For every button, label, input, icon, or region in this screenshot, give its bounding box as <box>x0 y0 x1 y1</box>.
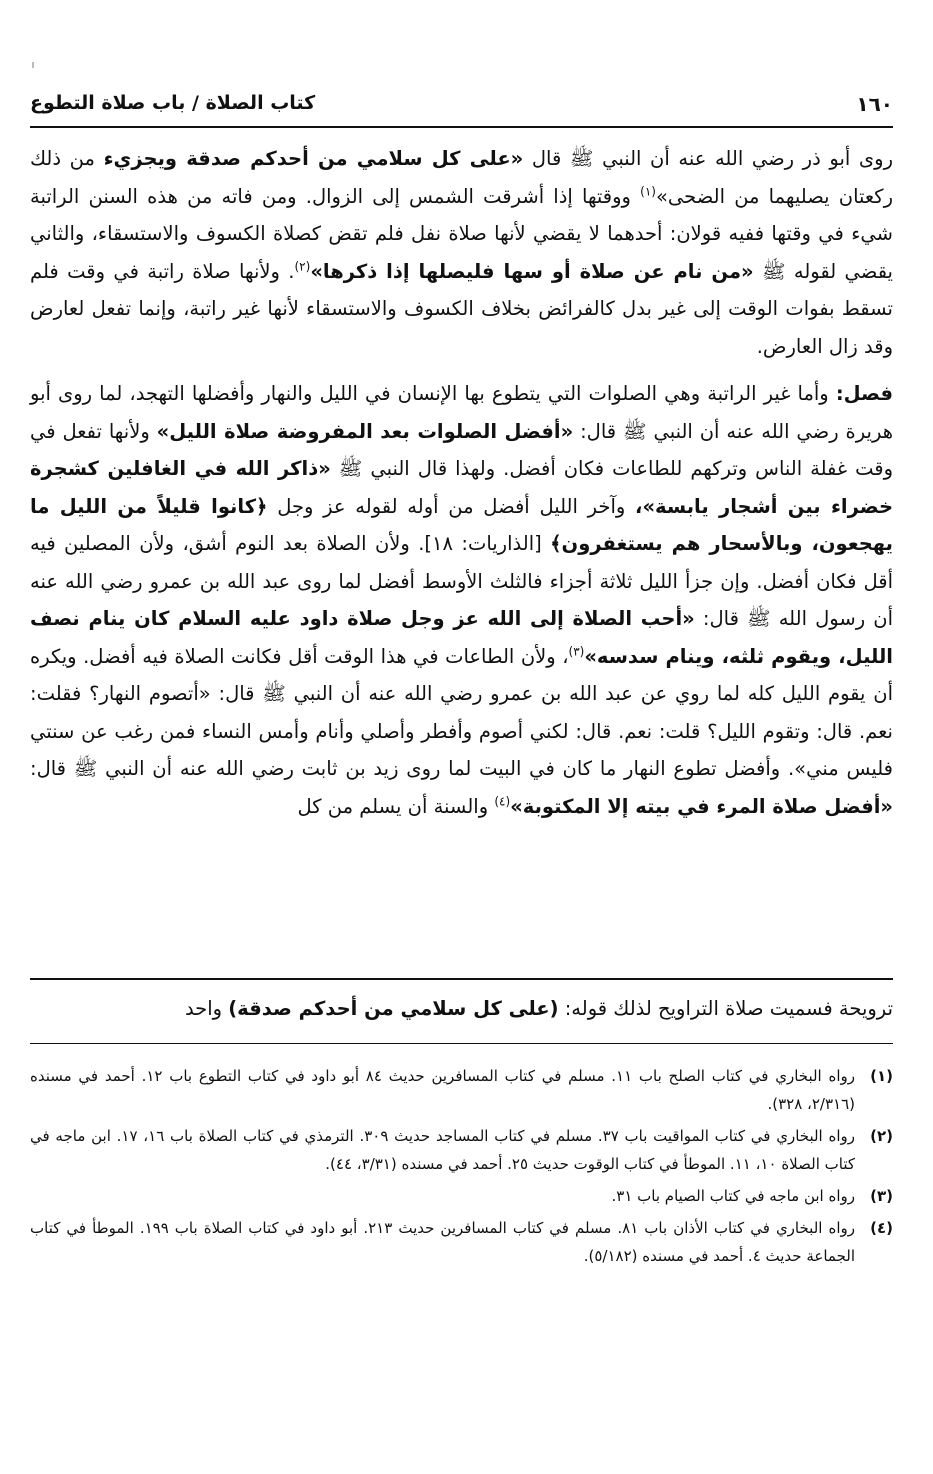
text-run: [الذاريات: ١٨]. ولأن الصلاة بعد النوم أشق، ولأن المصلين فيه أقل فكان أفضل. وإن جزأ الليل ثلاثة أجزاء فالثلث الأوسط أفضل لما روى عبد الله بن عمرو رضي الله عنه أن رسول الله ﷺ قال: <box>30 532 893 630</box>
hadith-quote: «من نام عن صلاة أو سها فليصلها إذا ذكرها» <box>310 259 754 283</box>
hadith-quote: «أفضل الصلوات بعد المفروضة صلاة الليل» <box>156 419 574 443</box>
text-run: من ذلك ركعتان يصليهما من الضحى» <box>30 147 893 208</box>
page-number: ١٦٠ <box>856 92 893 116</box>
text-run: والسنة أن يسلم من كل <box>297 794 495 818</box>
text-run: ووقتها إذا أشرقت الشمس إلى الزوال. ومن فاته من هذه السنن الراتبة شيء في وقتها ففيه قولان: أحدهما لا يقضي لأنها صلاة نفل فلم تقض كصلاة الكسوف والاستسقاء، والثاني يقضي لقوله ﷺ <box>30 184 893 283</box>
footnote-3 <box>30 1182 893 1210</box>
footnote-number: (١) <box>870 1067 893 1085</box>
main-text <box>30 140 893 835</box>
text-run: ولأنها تفعل في وقت غفلة الناس وتركهم للطاعات فكان أفضل. ولهذا قال النبي ﷺ <box>30 419 893 480</box>
paragraph-1 <box>30 140 893 365</box>
running-title: كتاب الصلاة / باب صلاة التطوع <box>30 92 316 114</box>
hadith-quote: «أحب الصلاة إلى الله عز وجل صلاة داود عليه السلام كان ينام نصف الليل، ويقوم ثلثه، وينام سدسه» <box>30 607 893 668</box>
section-lead: فصل: <box>835 382 893 405</box>
text-run: . ولأنها صلاة راتبة في وقت فلم تسقط بفوات الوقت إلى غير بدل كالفرائض بخلاف الكسوف والاستسقاء لأنها غير راتبة، وإنما تفعل لعارض وقد زال العارض. <box>30 259 893 358</box>
footnote-ref-1[interactable]: (١) <box>640 184 656 198</box>
running-header <box>30 92 893 128</box>
footnote-text: رواه البخاري في كتاب المواقيت باب ٣٧. مسلم في كتاب المساجد حديث ٣٠٩. الترمذي في كتاب الصلاة باب ١٦، ١٧. ابن ماجه في كتاب الصلاة ١٠، ١١. الموطأ في كتاب الوقوت حديث ٢٥. أحمد في مسنده (٣/٣١، ٤٤). <box>30 1127 855 1173</box>
footnote-ref-4[interactable]: (٤) <box>494 794 511 808</box>
footnote-text: رواه البخاري في كتاب الأذان باب ٨١. مسلم في كتاب المسافرين حديث ٢١٣. أبو داود في كتاب الصلاة باب ١٩٩. الموطأ في كتاب الجماعة حديث ٤. أحمد في مسنده (٥/١٨٢). <box>30 1219 855 1265</box>
footnote-2 <box>30 1122 893 1178</box>
hadith-quote: «ذاكر الله في الغافلين كشجرة خضراء بين أشجار يابسة»، <box>30 457 894 518</box>
quran-quote: ﴿كانوا قليلاً من الليل ما يهجعون، وبالأسحار هم يستغفرون﴾ <box>30 494 893 555</box>
footnote-text: رواه ابن ماجه في كتاب الصيام باب ٣١. <box>611 1187 855 1205</box>
text-run: ، ولأن الطاعات في هذا الوقت أقل فكانت الصلاة فيه أفضل. ويكره أن يقوم الليل كله لما روي عن عبد الله بن عمرو رضي الله عنه أن النبي ﷺ قال: «أتصوم النهار؟ فقلت: نعم. قال: وتقوم الليل؟ قلت: نعم. قال: لكني أصوم وأفطر وأصلي وأنام وأمس النساء فمن رغب عن سنتي فليس مني». وأفضل تطوع النهار ما كان في البيت لما روى زيد بن ثابت رضي الله عنه أن النبي ﷺ قال: <box>30 644 893 780</box>
text-run: وآخر الليل أفضل من أوله لقوله عز وجل <box>267 494 636 518</box>
text-run: وأما غير الراتبة وهي الصلوات التي يتطوع بها الإنسان في الليل والنهار وأفضلها التهجد، لما روى أبو هريرة رضي الله عنه أن النبي ﷺ قال: <box>30 382 893 443</box>
text-run: روى أبو ذر رضي الله عنه أن النبي ﷺ قال <box>523 147 893 170</box>
paragraph-2 <box>30 375 893 825</box>
footnote-text: رواه البخاري في كتاب الصلح باب ١١. مسلم في كتاب المسافرين حديث ٨٤ أبو داود في كتاب التطوع باب ١٢. أحمد في مسنده (٢/٣١٦، ٣٢٨). <box>30 1067 855 1113</box>
hadith-quote: (على كل سلامي من أحدكم صدقة) <box>228 997 559 1020</box>
footnote-1 <box>30 1062 893 1118</box>
footnote-number: (٢) <box>870 1127 893 1145</box>
hadith-quote: «على كل سلامي من أحدكم صدقة ويجزيء <box>103 147 524 170</box>
footnote-number: (٤) <box>870 1219 893 1237</box>
footnotes <box>30 1062 893 1274</box>
carryover-text <box>30 990 893 1028</box>
footnote-4 <box>30 1214 893 1270</box>
text-run: ترويحة فسميت صلاة التراويح لذلك قوله: <box>558 997 893 1020</box>
text-run: واحد <box>184 997 229 1020</box>
footnote-ref-2[interactable]: (٢) <box>294 259 311 273</box>
footnote-ref-3[interactable]: (٣) <box>568 644 585 658</box>
footnote-number: (٣) <box>870 1187 893 1205</box>
text-divider <box>30 978 893 980</box>
footnote-divider <box>30 1043 893 1044</box>
scan-mark <box>32 62 34 68</box>
hadith-quote: «أفضل صلاة المرء في بيته إلا المكتوبة» <box>510 794 893 818</box>
